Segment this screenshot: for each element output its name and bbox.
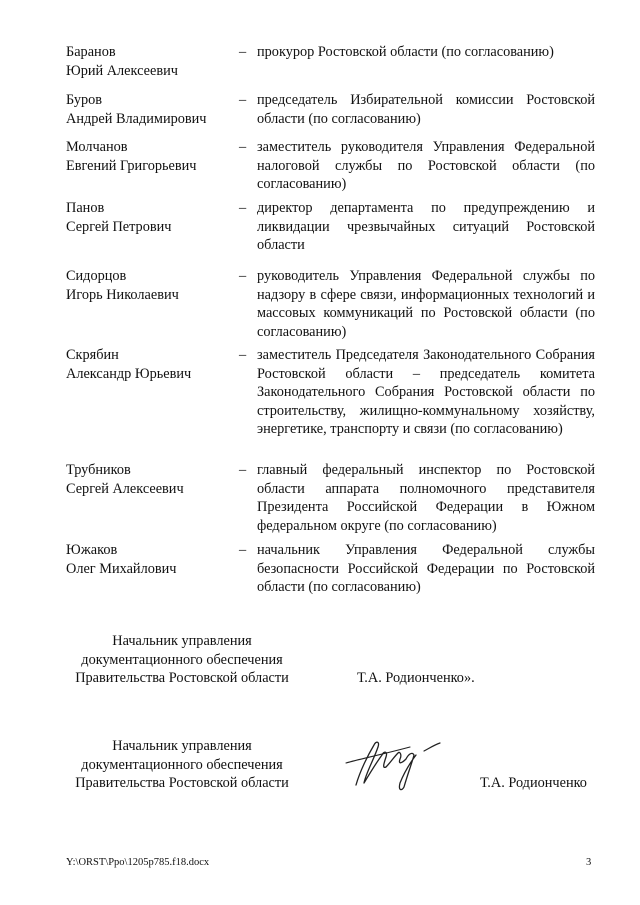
footer-file-path: Y:\ORST\Ppo\1205p785.f18.docx bbox=[66, 857, 210, 868]
member-given-name: Юрий Алексеевич bbox=[66, 62, 178, 79]
member-role: директор департамента по предупреждению и ликвидации чрезвычайных ситуаций Ростовской области bbox=[257, 200, 595, 253]
member-surname: Южаков bbox=[66, 542, 118, 558]
member-name bbox=[66, 138, 236, 175]
member-dash: – bbox=[239, 200, 247, 216]
signoff-position-title bbox=[66, 632, 298, 688]
member-surname: Панов bbox=[66, 200, 105, 216]
member-given-name: Сергей Петрович bbox=[66, 218, 172, 235]
member-name bbox=[66, 461, 236, 498]
member-given-name: Олег Михайлович bbox=[66, 560, 177, 577]
member-name bbox=[66, 541, 236, 578]
signoff-title-line: Начальник управления bbox=[112, 633, 252, 649]
page-number: 3 bbox=[586, 857, 592, 868]
member-given-name: Сергей Алексеевич bbox=[66, 480, 184, 497]
member-dash: – bbox=[239, 347, 247, 363]
member-dash: – bbox=[239, 139, 247, 155]
signoff-title-line: документационного обеспечения bbox=[81, 651, 283, 668]
signoff-title-line: Начальник управления bbox=[112, 738, 252, 754]
signoff-title-line: документационного обеспечения bbox=[81, 756, 283, 773]
member-name bbox=[66, 199, 236, 236]
member-dash: – bbox=[239, 268, 247, 284]
member-name bbox=[66, 346, 236, 383]
member-given-name: Игорь Николаевич bbox=[66, 286, 179, 303]
member-given-name: Евгений Григорьевич bbox=[66, 157, 197, 174]
signoff-name: Т.А. Родионченко bbox=[480, 775, 587, 791]
member-surname: Буров bbox=[66, 92, 103, 108]
member-name bbox=[66, 43, 236, 80]
signoff-position-title bbox=[66, 737, 298, 793]
handwritten-signature bbox=[340, 733, 452, 793]
member-role: председатель Избирательной комиссии Ростовской области (по согласованию) bbox=[257, 92, 595, 127]
member-dash: – bbox=[239, 92, 247, 108]
member-surname: Скрябин bbox=[66, 347, 119, 363]
member-given-name: Александр Юрьевич bbox=[66, 365, 192, 382]
member-dash: – bbox=[239, 462, 247, 478]
signoff-name: Т.А. Родионченко». bbox=[357, 670, 475, 686]
member-name bbox=[66, 91, 236, 128]
member-role: главный федеральный инспектор по Ростовской области аппарата полномочного представителя Президента Российской Федерации в Южном федеральном округе (по согласованию) bbox=[257, 462, 595, 534]
member-surname: Баранов bbox=[66, 44, 116, 60]
member-surname: Трубников bbox=[66, 462, 131, 478]
member-role: руководитель Управления Федеральной службы по надзору в сфере связи, информационных технологий и массовых коммуникаций по Ростовской области (по согласованию) bbox=[257, 268, 595, 340]
member-given-name: Андрей Владимирович bbox=[66, 110, 207, 127]
signoff-title-line: Правительства Ростовской области bbox=[75, 670, 289, 686]
member-dash: – bbox=[239, 44, 247, 60]
member-role: заместитель Председателя Законодательного Собрания Ростовской области – председатель комитета Законодательного Собрания Ростовской области по строительству, жилищно-коммунальному хозяйству, энергетике, транспорту и связи (по согласованию) bbox=[257, 347, 595, 437]
signoff-title-line: Правительства Ростовской области bbox=[75, 775, 289, 791]
member-surname: Сидорцов bbox=[66, 268, 127, 284]
member-role: начальник Управления Федеральной службы безопасности Российской Федерации по Ростовской области (по согласованию) bbox=[257, 542, 595, 595]
member-role: прокурор Ростовской области (по согласованию) bbox=[257, 44, 554, 60]
member-role: заместитель руководителя Управления Федеральной налоговой службы по Ростовской области (по согласованию) bbox=[257, 139, 595, 192]
member-dash: – bbox=[239, 542, 247, 558]
member-surname: Молчанов bbox=[66, 139, 128, 155]
member-name bbox=[66, 267, 236, 304]
